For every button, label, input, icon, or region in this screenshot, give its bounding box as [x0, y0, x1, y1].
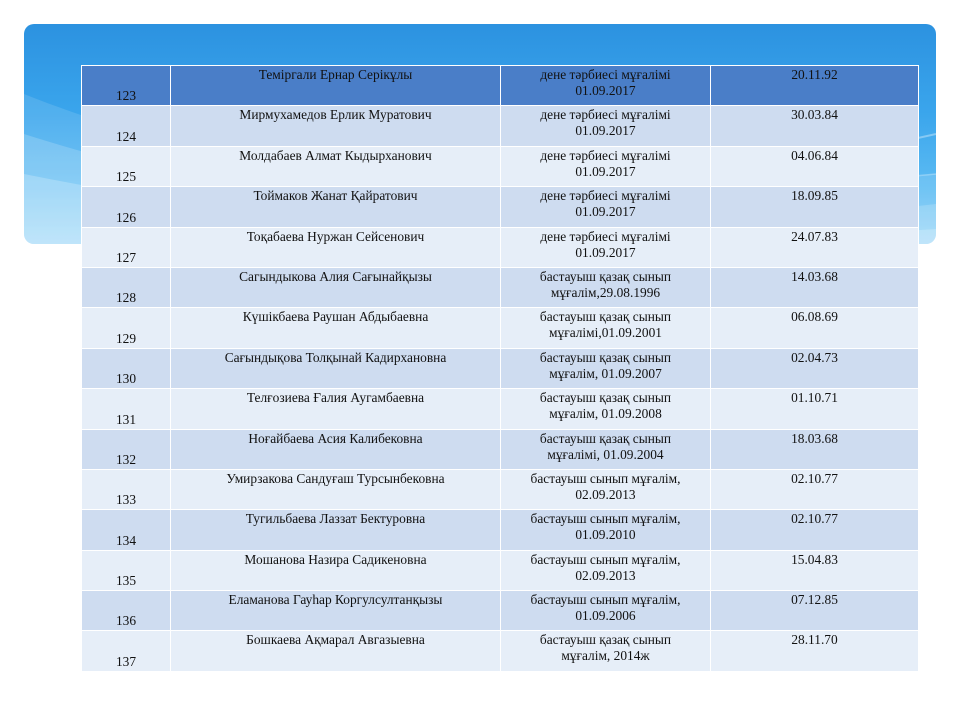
table-row — [82, 591, 919, 631]
table-row — [82, 510, 919, 550]
row-number: 134 — [82, 510, 171, 550]
table-row — [82, 146, 919, 186]
position-text: бастауыш сынып мұғалім, — [530, 470, 681, 486]
hire-date-text: 02.09.2013 — [575, 486, 636, 502]
position-cell — [501, 510, 711, 550]
position-cell — [501, 66, 711, 106]
position-text: дене тәрбиесі мұғалімі — [540, 188, 671, 204]
birth-date: 02.10.77 — [711, 469, 919, 509]
hire-date-text: 01.09.2006 — [575, 608, 636, 624]
birth-date: 28.11.70 — [711, 631, 919, 671]
row-number: 130 — [82, 348, 171, 388]
hire-date-text: мұғалім, 01.09.2007 — [549, 365, 662, 381]
table-row — [82, 227, 919, 267]
hire-date-text: мұғалім,29.08.1996 — [550, 284, 661, 300]
staff-table — [81, 65, 919, 672]
employee-name: Молдабаев Алмат Кыдырханович — [171, 146, 501, 186]
employee-name: Күшікбаева Раушан Абдыбаевна — [171, 308, 501, 348]
row-number: 131 — [82, 389, 171, 429]
row-number: 123 — [82, 66, 171, 106]
row-number: 124 — [82, 106, 171, 146]
row-number: 132 — [82, 429, 171, 469]
position-text: дене тәрбиесі мұғалімі — [540, 147, 671, 163]
row-number: 133 — [82, 469, 171, 509]
position-cell — [501, 146, 711, 186]
hire-date-text: 01.09.2017 — [575, 123, 636, 139]
position-text: дене тәрбиесі мұғалімі — [540, 107, 671, 123]
position-cell — [501, 550, 711, 590]
position-text: бастауыш қазақ сынып — [539, 268, 672, 284]
table-row — [82, 348, 919, 388]
position-cell — [501, 631, 711, 671]
employee-name: Тугильбаева Лаззат Бектуровна — [171, 510, 501, 550]
employee-name: Телғозиева Ғалия Аугамбаевна — [171, 389, 501, 429]
row-number: 126 — [82, 187, 171, 227]
table-row — [82, 267, 919, 307]
employee-name: Ноғайбаева Асия Калибековна — [171, 429, 501, 469]
row-number: 135 — [82, 550, 171, 590]
hire-date-text: 01.09.2017 — [575, 244, 636, 260]
position-cell — [501, 106, 711, 146]
employee-name: Бошкаева Ақмарал Авгазыевна — [171, 631, 501, 671]
employee-name: Сағындықова Толқынай Кадирхановна — [171, 348, 501, 388]
hire-date-text: 01.09.2017 — [575, 163, 636, 179]
hire-date-text: мұғалім, 2014ж — [561, 648, 650, 664]
position-cell — [501, 227, 711, 267]
employee-name: Мирмухамедов Ерлик Муратович — [171, 106, 501, 146]
position-cell — [501, 348, 711, 388]
table-row — [82, 187, 919, 227]
position-cell — [501, 187, 711, 227]
hire-date-text: мұғалімі,01.09.2001 — [549, 325, 662, 341]
birth-date: 04.06.84 — [711, 146, 919, 186]
table-row — [82, 66, 919, 106]
position-cell — [501, 308, 711, 348]
employee-name: Тоймаков Жанат Қайратович — [171, 187, 501, 227]
row-number: 137 — [82, 631, 171, 671]
birth-date: 14.03.68 — [711, 267, 919, 307]
hire-date-text: 01.09.2010 — [575, 527, 636, 543]
birth-date: 18.03.68 — [711, 429, 919, 469]
hire-date-text: 02.09.2013 — [575, 567, 636, 583]
position-cell — [501, 591, 711, 631]
row-number: 125 — [82, 146, 171, 186]
position-cell — [501, 429, 711, 469]
position-text: бастауыш қазақ сынып — [539, 430, 672, 446]
position-text: бастауыш қазақ сынып — [539, 309, 672, 325]
table-row — [82, 631, 919, 671]
employee-name: Мошанова Назира Садикеновна — [171, 550, 501, 590]
table-row — [82, 308, 919, 348]
position-text: бастауыш қазақ сынып — [539, 632, 672, 648]
table-row — [82, 429, 919, 469]
hire-date-text: 01.09.2017 — [575, 83, 636, 98]
position-text: дене тәрбиесі мұғалімі — [540, 228, 671, 244]
row-number: 136 — [82, 591, 171, 631]
hire-date-text: мұғалім, 01.09.2008 — [549, 406, 662, 422]
birth-date: 01.10.71 — [711, 389, 919, 429]
birth-date: 02.04.73 — [711, 348, 919, 388]
employee-name: Еламанова Гауһар Коргулсултанқызы — [171, 591, 501, 631]
position-text: бастауыш қазақ сынып — [539, 390, 672, 406]
employee-name: Тоқабаева Нуржан Сейсенович — [171, 227, 501, 267]
birth-date: 30.03.84 — [711, 106, 919, 146]
position-cell — [501, 469, 711, 509]
row-number: 129 — [82, 308, 171, 348]
hire-date-text: мұғалімі, 01.09.2004 — [547, 446, 664, 462]
position-text: бастауыш сынып мұғалім, — [530, 511, 681, 527]
employee-name: Сагындыкова Алия Сағынайқызы — [171, 267, 501, 307]
birth-date: 15.04.83 — [711, 550, 919, 590]
employee-name: Умирзакова Сандуғаш Турсынбековна — [171, 469, 501, 509]
position-text: бастауыш сынып мұғалім, — [530, 592, 681, 608]
table-row — [82, 106, 919, 146]
position-text: бастауыш қазақ сынып — [539, 349, 672, 365]
position-text: бастауыш сынып мұғалім, — [530, 551, 681, 567]
position-cell — [501, 389, 711, 429]
birth-date: 20.11.92 — [711, 66, 919, 106]
position-text: дене тәрбиесі мұғалімі — [540, 67, 671, 82]
row-number: 127 — [82, 227, 171, 267]
birth-date: 07.12.85 — [711, 591, 919, 631]
employee-name: Теміргали Ернар Серікұлы — [171, 66, 501, 106]
birth-date: 24.07.83 — [711, 227, 919, 267]
hire-date-text: 01.09.2017 — [575, 204, 636, 220]
table-row — [82, 550, 919, 590]
table-row — [82, 469, 919, 509]
birth-date: 18.09.85 — [711, 187, 919, 227]
row-number: 128 — [82, 267, 171, 307]
table-row — [82, 389, 919, 429]
position-cell — [501, 267, 711, 307]
birth-date: 06.08.69 — [711, 308, 919, 348]
birth-date: 02.10.77 — [711, 510, 919, 550]
